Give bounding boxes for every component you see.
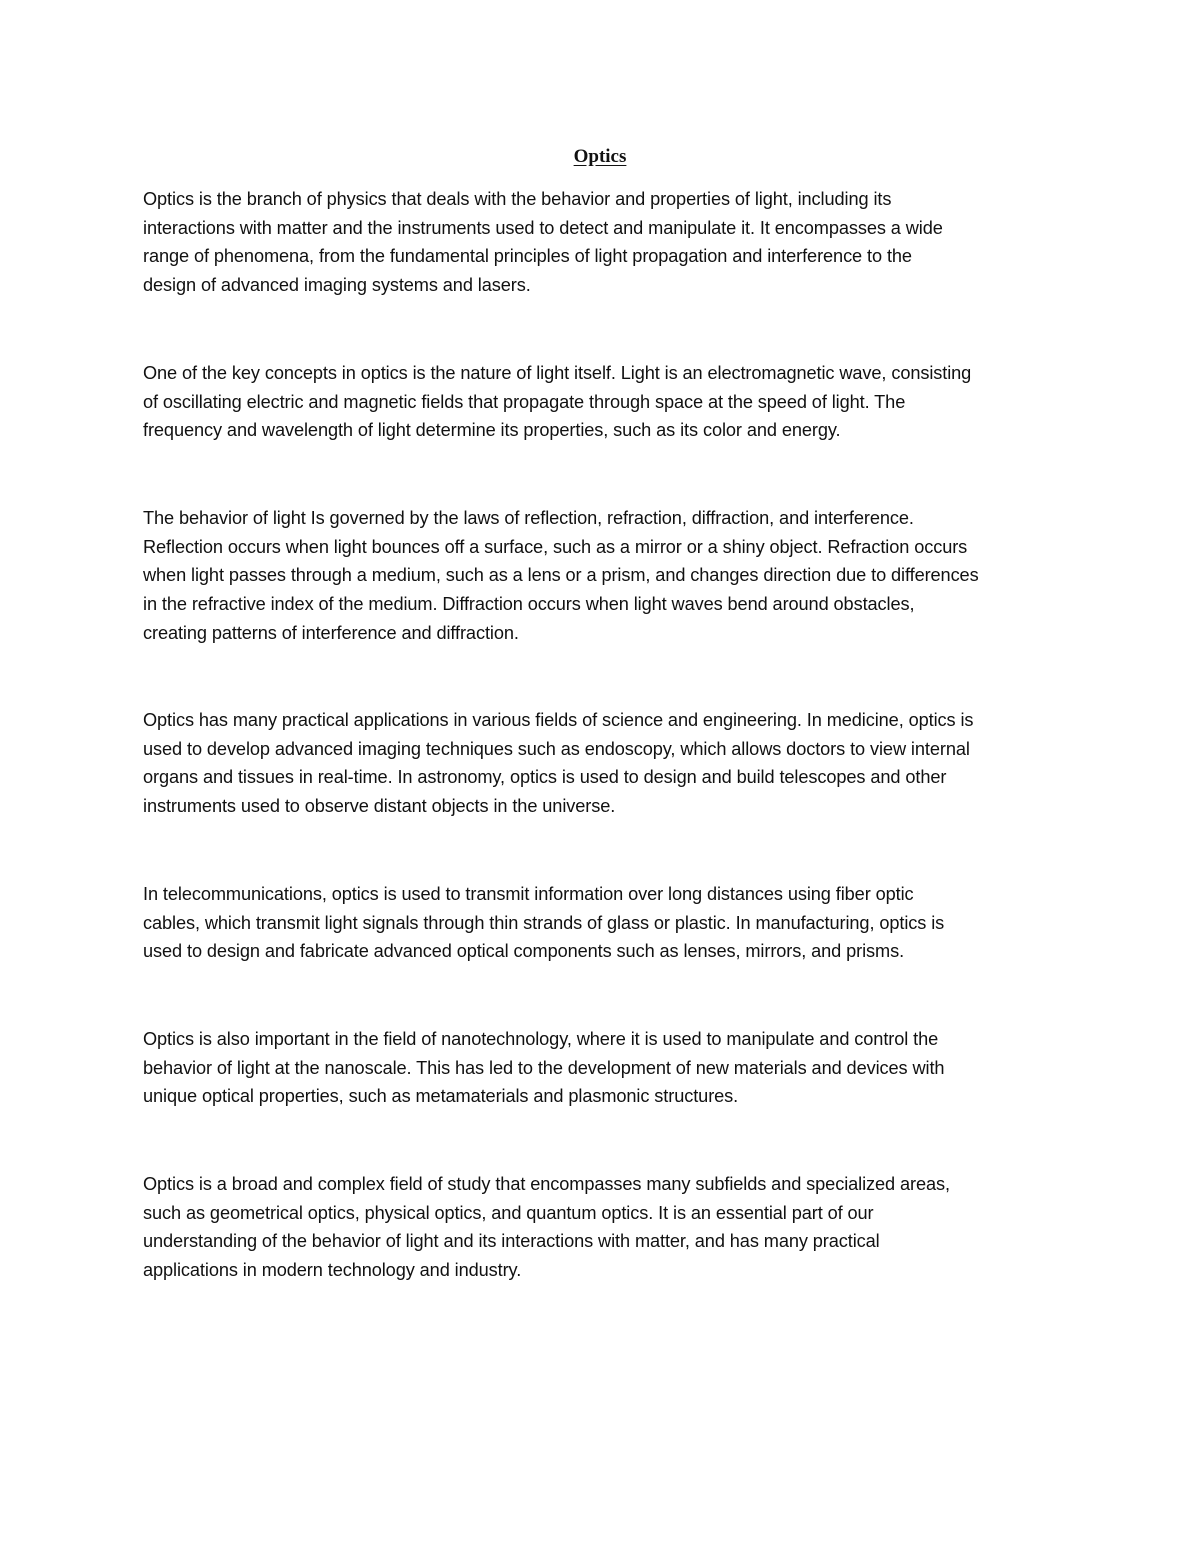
- paragraph-line: One of the key concepts in optics is the nature of light itself. Light is an electromagnetic wave, consisting: [143, 363, 972, 383]
- paragraph-line: applications in modern technology and industry.: [143, 1260, 522, 1281]
- paragraph-line: such as geometrical optics, physical optics, and quantum optics. It is an essential part of our: [143, 1202, 874, 1223]
- paragraph-line: Optics is also important in the field of nanotechnology, where it is used to manipulate and control the: [143, 1029, 939, 1049]
- paragraph-line: In telecommunications, optics is used to transmit information over long distances using fiber optic: [143, 884, 914, 904]
- paragraph-line: used to design and fabricate advanced optical components such as lenses, mirrors, and prisms.: [143, 941, 905, 962]
- paragraph-line: The behavior of light Is governed by the laws of reflection, refraction, diffraction, and interference.: [143, 508, 914, 528]
- paragraph-line: range of phenomena, from the fundamental principles of light propagation and interference to the: [143, 246, 912, 267]
- paragraph-nature-of-light: [143, 359, 1063, 445]
- paragraph-line: instruments used to observe distant objects in the universe.: [143, 796, 616, 817]
- paragraph-line: of oscillating electric and magnetic fields that propagate through space at the speed of light. The: [143, 391, 906, 412]
- page-title: Optics: [573, 146, 627, 167]
- paragraph-line: in the refractive index of the medium. Diffraction occurs when light waves bend around obstacles,: [143, 594, 915, 615]
- paragraph-nanotechnology: [143, 1025, 1063, 1111]
- paragraph-line: frequency and wavelength of light determine its properties, such as its color and energy.: [143, 420, 841, 441]
- paragraph-behavior-of-light: [143, 504, 1063, 648]
- paragraph-conclusion: [143, 1170, 1063, 1285]
- paragraph-line: Optics is the branch of physics that deals with the behavior and properties of light, including its: [143, 189, 892, 209]
- paragraph-intro: [143, 185, 1063, 300]
- paragraph-line: used to develop advanced imaging techniques such as endoscopy, which allows doctors to view internal: [143, 738, 970, 759]
- paragraph-line: design of advanced imaging systems and lasers.: [143, 275, 531, 296]
- paragraph-line: organs and tissues in real-time. In astronomy, optics is used to design and build telescopes and other: [143, 767, 947, 788]
- paragraph-line: cables, which transmit light signals through thin strands of glass or plastic. In manufacturing, optics is: [143, 912, 945, 933]
- paragraph-line: Reflection occurs when light bounces off a surface, such as a mirror or a shiny object. Refraction occurs: [143, 536, 968, 557]
- paragraph-line: interactions with matter and the instruments used to detect and manipulate it. It encompasses a wide: [143, 217, 943, 238]
- paragraph-applications: [143, 706, 1063, 821]
- paragraph-line: creating patterns of interference and diffraction.: [143, 622, 519, 643]
- paragraph-line: behavior of light at the nanoscale. This has led to the development of new materials and devices with: [143, 1057, 945, 1078]
- paragraph-line: Optics has many practical applications in various fields of science and engineering. In medicine, optics is: [143, 710, 974, 730]
- paragraph-line: when light passes through a medium, such as a lens or a prism, and changes direction due to differences: [143, 565, 979, 586]
- paragraph-line: unique optical properties, such as metamaterials and plasmonic structures.: [143, 1086, 739, 1107]
- paragraph-line: understanding of the behavior of light and its interactions with matter, and has many practical: [143, 1231, 880, 1252]
- paragraph-telecommunications: [143, 880, 1063, 966]
- paragraph-line: Optics is a broad and complex field of study that encompasses many subfields and specialized areas,: [143, 1174, 950, 1194]
